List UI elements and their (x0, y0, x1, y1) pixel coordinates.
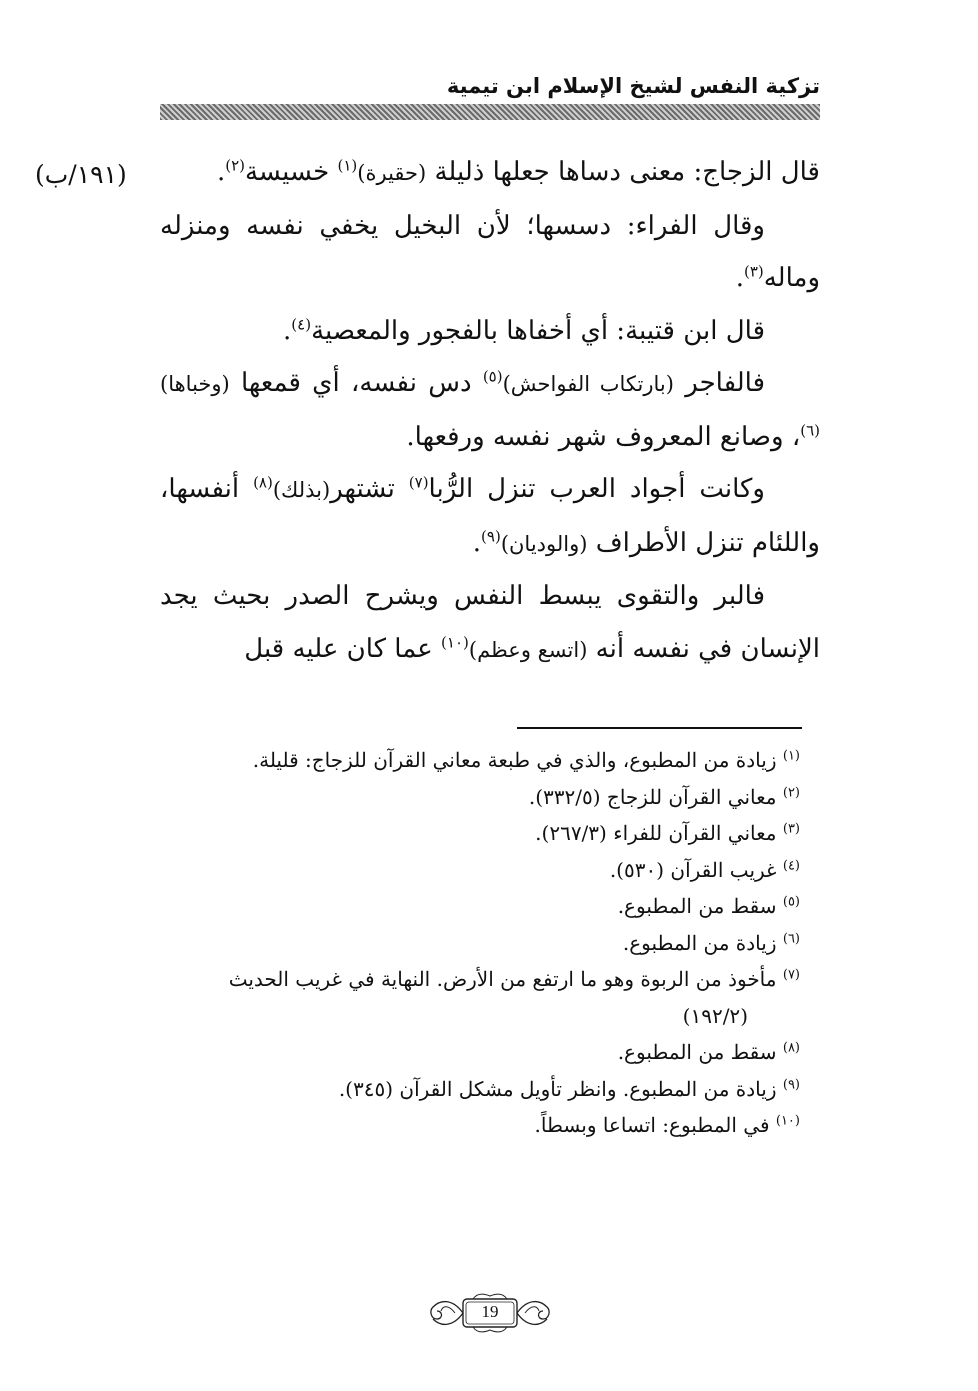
text: فالفاجر (673, 368, 765, 398)
footnote-number: (١٠) (775, 1113, 800, 1129)
footnote-text: معاني القرآن للفراء (٢٦٧/٣). (535, 821, 783, 845)
footnote-number: (٤) (782, 857, 800, 873)
footnote-9 (160, 1071, 800, 1108)
bracketed-text: (وخباها) (160, 372, 230, 396)
footnote-text: مأخوذ من الربوة وهو ما ارتفع من الأرض. النهاية في غريب الحديث (228, 967, 783, 991)
paragraph-6 (160, 570, 820, 676)
footnote-6 (160, 925, 800, 962)
text: أنفسها، واللئام تنزل الأطراف (160, 474, 820, 558)
footnote-5 (160, 888, 800, 925)
margin-manuscript-reference: (١٩١/ب) (35, 160, 127, 189)
footnote-ref: (٥) (482, 367, 503, 386)
text: . (735, 263, 744, 293)
footnote-ref: (٦) (800, 420, 820, 439)
text: . (283, 315, 292, 346)
text: قال الزجاج: معنى دساها جعلها ذليلة (426, 157, 820, 187)
header-ornament-band (160, 104, 820, 120)
footnote-text: معاني القرآن للزجاج (٣٣٢/٥). (528, 784, 783, 809)
footnote-4 (160, 852, 800, 889)
footnote-ref: (١٠) (441, 632, 469, 651)
paragraph-5 (160, 463, 820, 570)
footnote-ref: (٢) (225, 156, 245, 175)
footnotes (160, 742, 800, 1144)
footnote-8 (160, 1034, 800, 1071)
footnote-text: سقط من المطبوع. (617, 1040, 783, 1064)
footnote-ref: (١) (337, 156, 358, 175)
footnote-ref: (٨) (253, 473, 273, 492)
footnote-text: زيادة من المطبوع. (622, 930, 783, 955)
footnote-7 (160, 961, 800, 998)
main-text (160, 146, 820, 676)
text: تشتهر (330, 474, 409, 504)
text: خسيسة (244, 157, 338, 187)
footnote-separator (517, 727, 802, 729)
text: قال ابن قتيبة: أي أخفاها بالفجور والمعصية (311, 315, 765, 346)
bracketed-text: (والوديان) (500, 531, 588, 556)
footnote-number: (٢) (782, 784, 800, 800)
paragraph-3 (160, 305, 820, 358)
footnote-number: (٥) (782, 894, 800, 910)
running-header-title: تزكية النفس لشيخ الإسلام ابن تيمية (446, 74, 820, 98)
footnote-number: (٣) (782, 821, 800, 837)
text: ، وصانع المعروف شهر نفسه ورفعها. (406, 421, 801, 452)
footnote-ref: (٩) (481, 526, 501, 545)
footnote-1 (160, 742, 800, 779)
footnote-number: (١) (782, 748, 800, 764)
bracketed-text: (بارتكاب الفواحش) (502, 372, 674, 396)
text: عما كان عليه قبل (244, 633, 442, 664)
bracketed-text: (اتسع وعظم) (468, 637, 588, 662)
footnote-3 (160, 815, 800, 852)
paragraph-2 (160, 200, 820, 305)
footnote-number: (٦) (782, 930, 800, 946)
footnote-text: زيادة من المطبوع. وانظر تأويل مشكل القرآن (٣٤٥). (338, 1076, 783, 1101)
footnote-10 (160, 1107, 800, 1144)
footnote-ref: (٤) (291, 314, 312, 333)
paragraph-1 (160, 146, 820, 200)
footnote-2 (160, 779, 800, 816)
page-number-ornament (425, 1291, 555, 1335)
text: وقال الفراء: دسسها؛ لأن البخيل يخفي نفسه ومنزله وماله (160, 210, 820, 293)
footnote-ref: (٧) (408, 473, 429, 492)
footnote-number: (٨) (782, 1040, 800, 1056)
text: وكانت أجواد العرب تنزل الرُّبا (428, 474, 765, 504)
text: . (216, 157, 226, 187)
text: دس نفسه، أي قمعها (229, 368, 483, 398)
footnote-ref: (٣) (743, 262, 764, 281)
footnote-7-continuation: (١٩٢/٢) (682, 1003, 748, 1028)
page-number: 19 (481, 1302, 499, 1321)
footnote-text: سقط من المطبوع. (617, 894, 783, 918)
footnote-text: غريب القرآن (٥٣٠). (609, 857, 783, 882)
paragraph-4 (160, 357, 820, 463)
bracketed-text: (بذلك) (272, 478, 331, 502)
footnote-number: (٩) (782, 1076, 800, 1092)
text: فالبر والتقوى يبسط النفس ويشرح الصدر بحيث يجد الإنسان في نفسه أنه (160, 581, 820, 664)
footnote-text: زيادة من المطبوع، والذي في طبعة معاني القرآن للزجاج: قليلة. (252, 748, 783, 772)
footnote-text: في المطبوع: اتساعا وبسطاً. (534, 1113, 776, 1137)
footnote-number: (٧) (782, 967, 800, 983)
text: . (472, 527, 482, 558)
bracketed-text: (حقيرة) (357, 161, 427, 185)
